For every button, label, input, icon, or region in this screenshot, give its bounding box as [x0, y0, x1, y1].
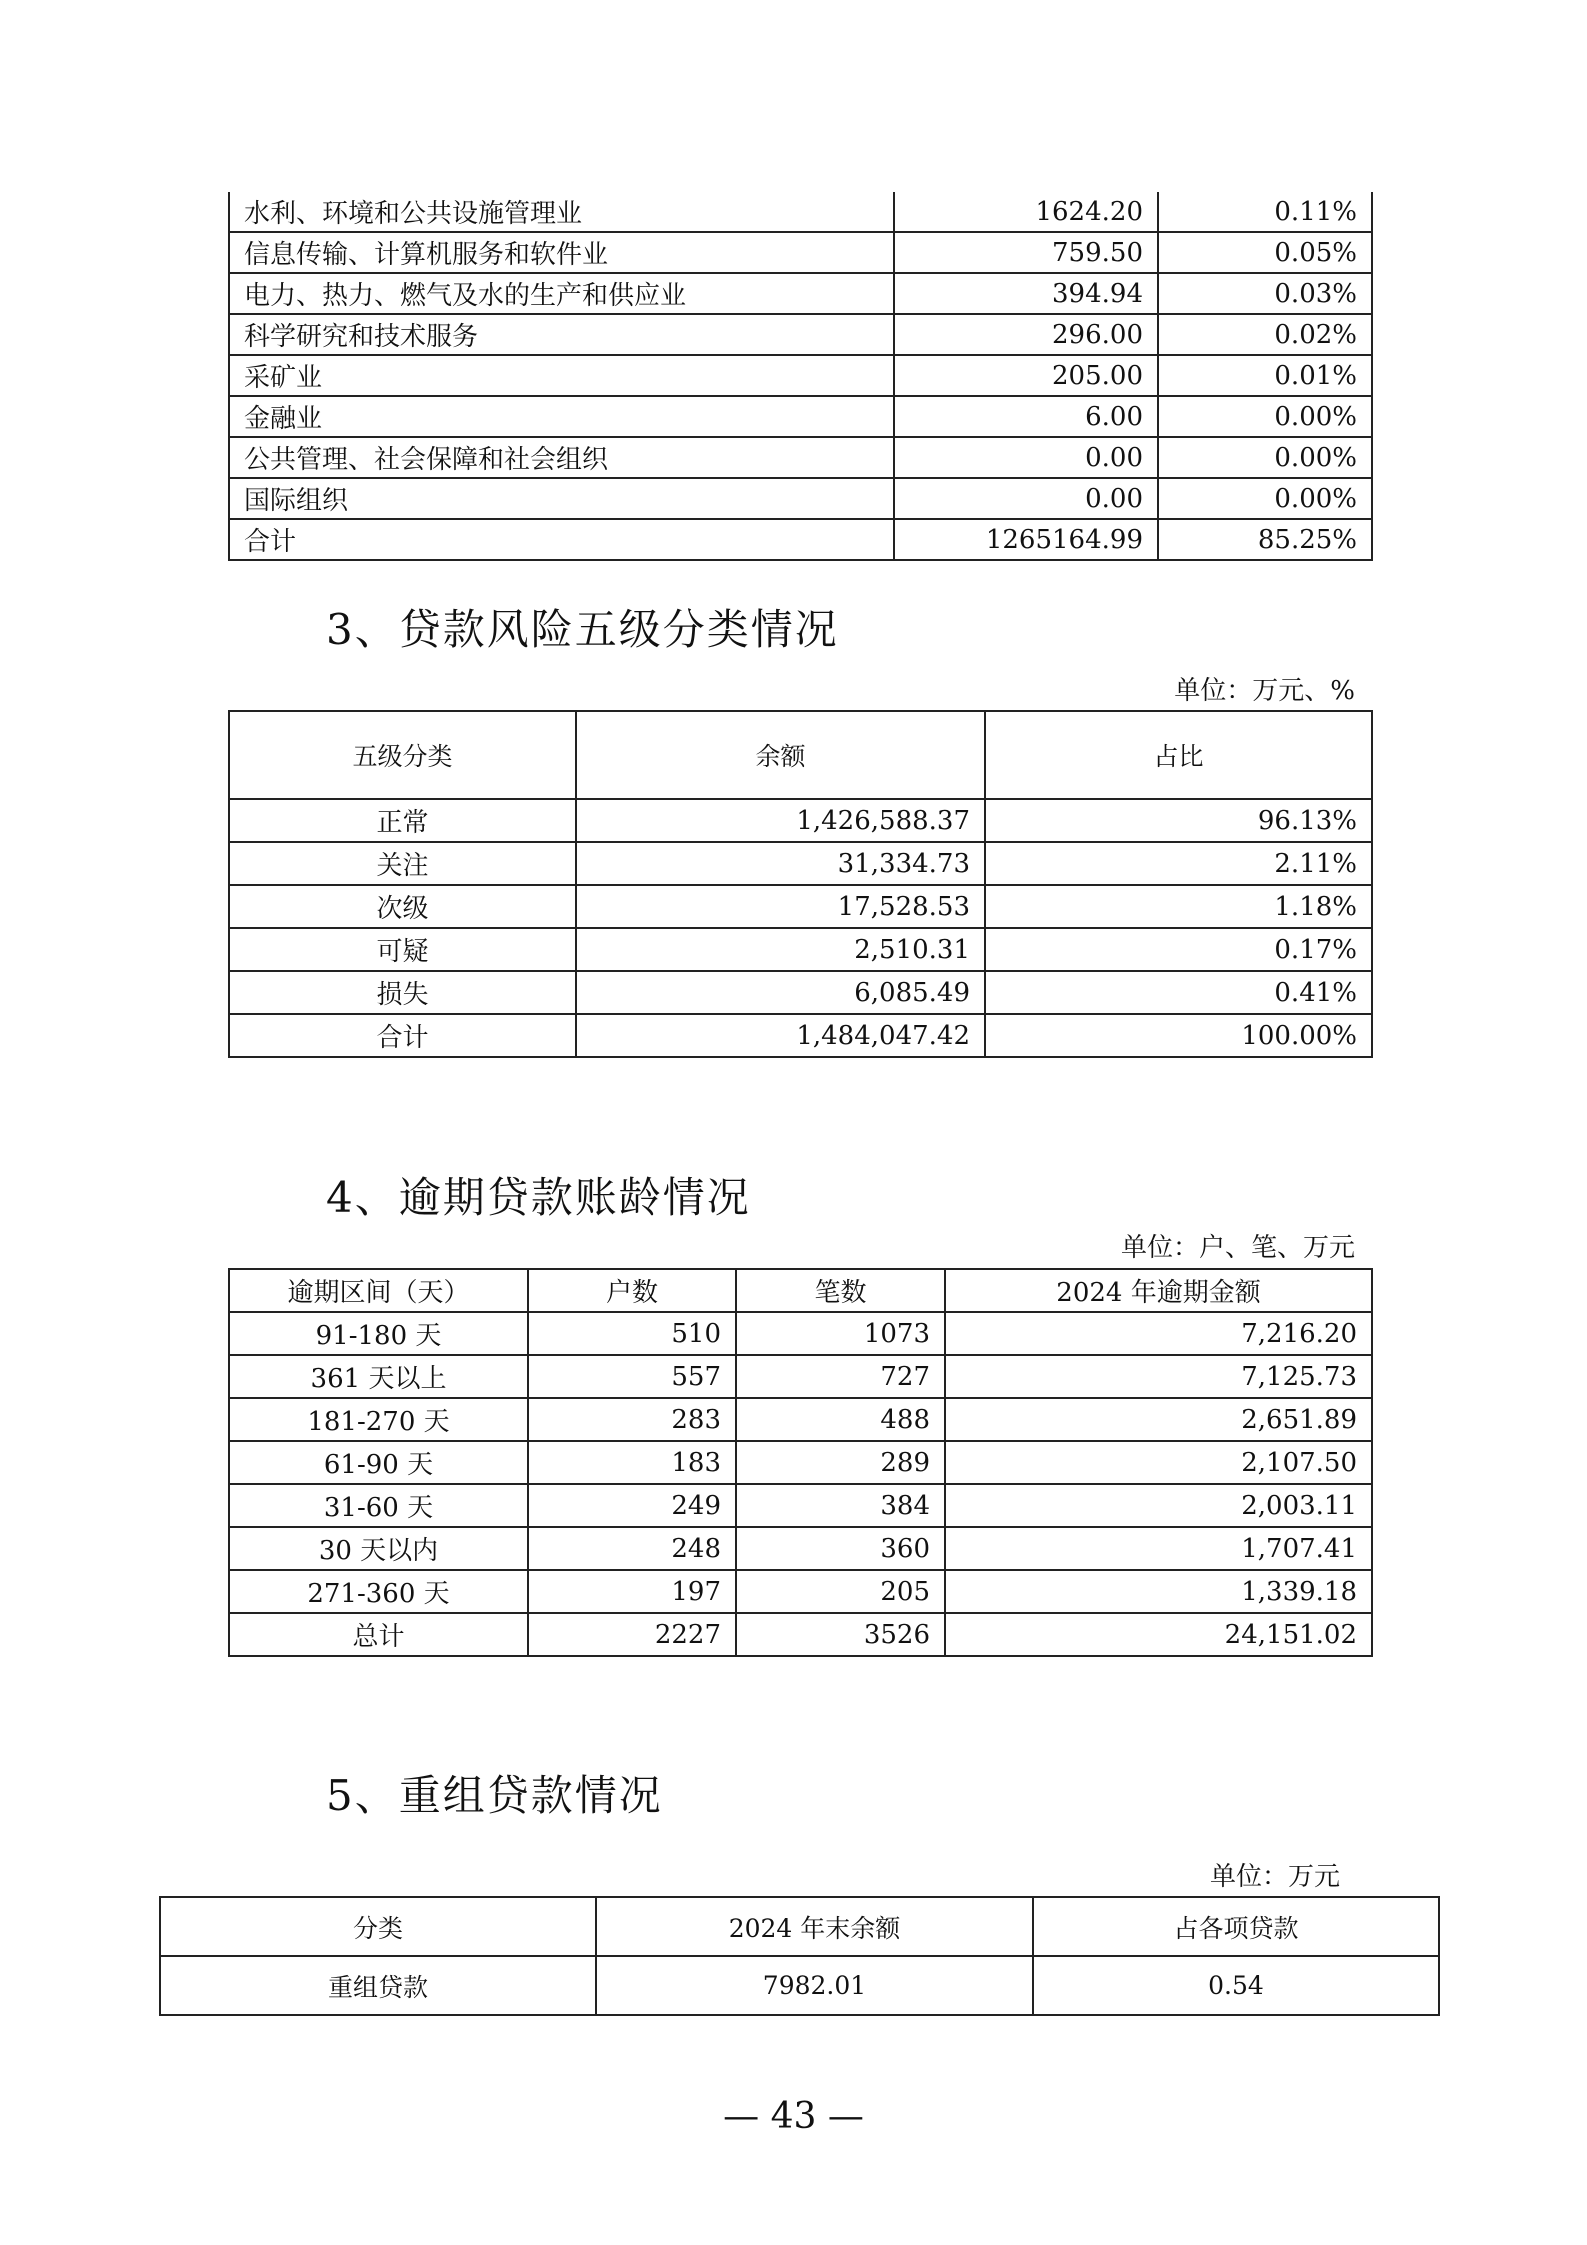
table-row-total — [229, 1014, 1372, 1057]
range-cell: 181-270 天 — [229, 1398, 528, 1441]
table-row — [229, 192, 1372, 232]
households-cell: 557 — [528, 1355, 736, 1398]
amount-cell: 24,151.02 — [945, 1613, 1372, 1656]
ratio-cell: 2.11% — [985, 842, 1372, 885]
column-header: 分类 — [160, 1897, 596, 1956]
table-header-row — [229, 711, 1372, 799]
category-cell: 重组贷款 — [160, 1956, 596, 2015]
industry-ratio: 0.02% — [1158, 314, 1372, 355]
table-row — [229, 1355, 1372, 1398]
amount-cell: 2,651.89 — [945, 1398, 1372, 1441]
table-row — [229, 314, 1372, 355]
industry-name: 公共管理、社会保障和社会组织 — [229, 437, 894, 478]
balance-cell: 1,426,588.37 — [576, 799, 985, 842]
industry-name: 电力、热力、燃气及水的生产和供应业 — [229, 273, 894, 314]
industry-amount: 1624.20 — [894, 192, 1158, 232]
table-header-row — [229, 1269, 1372, 1312]
table-row — [229, 928, 1372, 971]
ratio-cell: 100.00% — [985, 1014, 1372, 1057]
industry-ratio: 0.11% — [1158, 192, 1372, 232]
range-cell: 361 天以上 — [229, 1355, 528, 1398]
industry-ratio: 0.00% — [1158, 396, 1372, 437]
count-cell: 727 — [736, 1355, 945, 1398]
column-header: 五级分类 — [229, 711, 576, 799]
section-3-title: 3、贷款风险五级分类情况 — [326, 605, 839, 654]
range-cell: 91-180 天 — [229, 1312, 528, 1355]
balance-cell: 2,510.31 — [576, 928, 985, 971]
amount-cell: 7,216.20 — [945, 1312, 1372, 1355]
table-row — [160, 1956, 1439, 2015]
risk-classification-table — [228, 710, 1373, 1058]
households-cell: 2227 — [528, 1613, 736, 1656]
ratio-cell: 0.54 — [1033, 1956, 1439, 2015]
balance-cell: 6,085.49 — [576, 971, 985, 1014]
industry-name: 信息传输、计算机服务和软件业 — [229, 232, 894, 273]
category-cell: 损失 — [229, 971, 576, 1014]
section-3-unit: 单位：万元、% — [1174, 676, 1355, 706]
amount-cell: 1,339.18 — [945, 1570, 1372, 1613]
range-cell: 271-360 天 — [229, 1570, 528, 1613]
count-cell: 1073 — [736, 1312, 945, 1355]
industry-amount: 759.50 — [894, 232, 1158, 273]
range-cell: 总计 — [229, 1613, 528, 1656]
table-row — [229, 1570, 1372, 1613]
table-row — [229, 273, 1372, 314]
count-cell: 3526 — [736, 1613, 945, 1656]
table-row — [229, 799, 1372, 842]
table-row — [229, 355, 1372, 396]
ratio-cell: 1.18% — [985, 885, 1372, 928]
table-row — [229, 842, 1372, 885]
category-cell: 可疑 — [229, 928, 576, 971]
column-header: 笔数 — [736, 1269, 945, 1312]
column-header: 户数 — [528, 1269, 736, 1312]
industry-ratio: 0.00% — [1158, 478, 1372, 519]
table-header-row — [160, 1897, 1439, 1956]
households-cell: 510 — [528, 1312, 736, 1355]
table-row — [229, 971, 1372, 1014]
households-cell: 249 — [528, 1484, 736, 1527]
column-header: 占各项贷款 — [1033, 1897, 1439, 1956]
count-cell: 205 — [736, 1570, 945, 1613]
households-cell: 183 — [528, 1441, 736, 1484]
amount-cell: 2,003.11 — [945, 1484, 1372, 1527]
range-cell: 61-90 天 — [229, 1441, 528, 1484]
industry-amount: 1265164.99 — [894, 519, 1158, 560]
section-4-title: 4、逾期贷款账龄情况 — [326, 1173, 751, 1222]
table-row — [229, 1527, 1372, 1570]
category-cell: 合计 — [229, 1014, 576, 1057]
count-cell: 360 — [736, 1527, 945, 1570]
industry-amount: 205.00 — [894, 355, 1158, 396]
balance-cell: 7982.01 — [596, 1956, 1033, 2015]
industry-amount: 0.00 — [894, 478, 1158, 519]
industry-ratio: 0.00% — [1158, 437, 1372, 478]
industry-ratio: 85.25% — [1158, 519, 1372, 560]
households-cell: 283 — [528, 1398, 736, 1441]
industry-name: 采矿业 — [229, 355, 894, 396]
industry-name: 合计 — [229, 519, 894, 560]
column-header: 2024 年逾期金额 — [945, 1269, 1372, 1312]
range-cell: 31-60 天 — [229, 1484, 528, 1527]
balance-cell: 17,528.53 — [576, 885, 985, 928]
industry-ratio: 0.03% — [1158, 273, 1372, 314]
industry-amount: 0.00 — [894, 437, 1158, 478]
table-row — [229, 885, 1372, 928]
count-cell: 289 — [736, 1441, 945, 1484]
table-row — [229, 478, 1372, 519]
industry-name: 科学研究和技术服务 — [229, 314, 894, 355]
count-cell: 488 — [736, 1398, 945, 1441]
table-row — [229, 437, 1372, 478]
restructured-loan-table — [159, 1896, 1440, 2016]
overdue-aging-table — [228, 1268, 1373, 1657]
column-header: 余额 — [576, 711, 985, 799]
column-header: 占比 — [985, 711, 1372, 799]
category-cell: 次级 — [229, 885, 576, 928]
industry-name: 国际组织 — [229, 478, 894, 519]
count-cell: 384 — [736, 1484, 945, 1527]
industry-name: 水利、环境和公共设施管理业 — [229, 192, 894, 232]
ratio-cell: 0.17% — [985, 928, 1372, 971]
category-cell: 正常 — [229, 799, 576, 842]
section-5-title: 5、重组贷款情况 — [326, 1771, 663, 1820]
industry-amount: 6.00 — [894, 396, 1158, 437]
page-number: — 43 — — [723, 2096, 864, 2137]
industry-name: 金融业 — [229, 396, 894, 437]
households-cell: 197 — [528, 1570, 736, 1613]
industry-loan-table — [228, 192, 1373, 561]
table-row — [229, 1441, 1372, 1484]
table-row-total — [229, 519, 1372, 560]
table-row — [229, 396, 1372, 437]
balance-cell: 1,484,047.42 — [576, 1014, 985, 1057]
ratio-cell: 96.13% — [985, 799, 1372, 842]
industry-ratio: 0.05% — [1158, 232, 1372, 273]
range-cell: 30 天以内 — [229, 1527, 528, 1570]
category-cell: 关注 — [229, 842, 576, 885]
table-row-total — [229, 1613, 1372, 1656]
column-header: 逾期区间（天） — [229, 1269, 528, 1312]
table-row — [229, 232, 1372, 273]
industry-amount: 394.94 — [894, 273, 1158, 314]
table-row — [229, 1484, 1372, 1527]
column-header: 2024 年末余额 — [596, 1897, 1033, 1956]
table-row — [229, 1398, 1372, 1441]
amount-cell: 7,125.73 — [945, 1355, 1372, 1398]
households-cell: 248 — [528, 1527, 736, 1570]
ratio-cell: 0.41% — [985, 971, 1372, 1014]
industry-ratio: 0.01% — [1158, 355, 1372, 396]
section-5-unit: 单位：万元 — [1209, 1862, 1340, 1892]
table-row — [229, 1312, 1372, 1355]
section-4-unit: 单位：户、笔、万元 — [1120, 1233, 1355, 1263]
balance-cell: 31,334.73 — [576, 842, 985, 885]
amount-cell: 1,707.41 — [945, 1527, 1372, 1570]
amount-cell: 2,107.50 — [945, 1441, 1372, 1484]
industry-amount: 296.00 — [894, 314, 1158, 355]
